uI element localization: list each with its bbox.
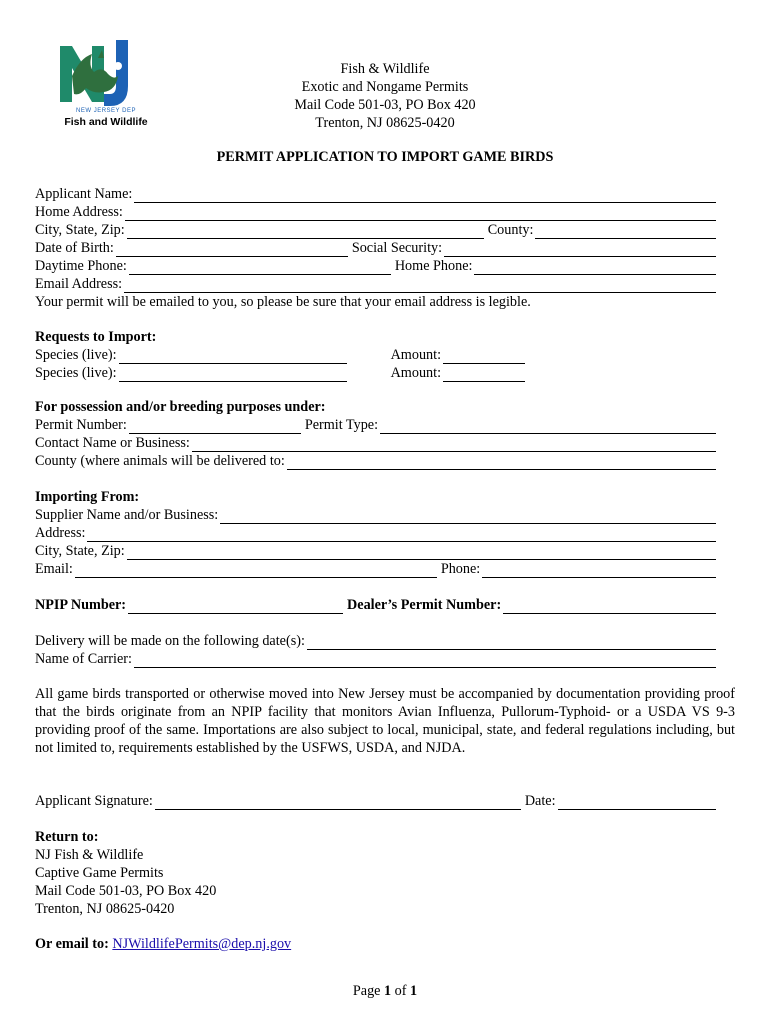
notice-paragraph: All game birds transported or otherwise moved into New Jersey must be accompanied by documentation providing proof that the birds originate from an NPIP facility that monitors Avian Influenza, Pullorum-Typhoid- or a USDA VS 9-3 providing proof of the same. Importations are also subject to local, municipal, state, and federal regulations including, but not limited to, requirements established by the USFWS, USDA, and NJDA.: [35, 686, 735, 756]
return-line-3: Mail Code 501-03, PO Box 420: [35, 883, 217, 899]
amount-label-1: Amount:: [390, 347, 442, 363]
carrier-field[interactable]: [134, 654, 716, 668]
form-title: PERMIT APPLICATION TO IMPORT GAME BIRDS: [216, 149, 554, 165]
delivery-dates-label: Delivery will be made on the following date(s):: [35, 633, 305, 649]
dob-ssn-row: [35, 239, 716, 257]
applicant-name-label: Applicant Name:: [35, 186, 133, 202]
permit-number-field[interactable]: [129, 420, 301, 434]
supplier-phone-label: Phone:: [440, 561, 481, 577]
species-row-2: [35, 364, 716, 382]
delivery-county-row: [35, 452, 716, 470]
supplier-city-row: [35, 542, 716, 560]
header-line-2: Exotic and Nongame Permits: [301, 79, 469, 95]
delivery-county-field[interactable]: [287, 456, 716, 470]
city-county-row: [35, 221, 716, 239]
signature-label: Applicant Signature:: [35, 793, 153, 809]
page-total: 1: [410, 983, 418, 999]
home-phone-field[interactable]: [474, 261, 716, 275]
logo-agency-text: NEW JERSEY DEP: [76, 108, 136, 114]
logo-division-text: Fish and Wildlife: [64, 116, 148, 128]
county-field[interactable]: [535, 225, 716, 239]
email-label: Email Address:: [35, 276, 123, 292]
supplier-email-row: [35, 560, 716, 578]
header-line-1: Fish & Wildlife: [340, 61, 430, 77]
importing-heading-text: Importing From:: [35, 489, 140, 505]
home-address-label: Home Address:: [35, 204, 123, 220]
delivery-dates-field[interactable]: [307, 636, 716, 650]
species-row-1: [35, 346, 716, 364]
supplier-phone-field[interactable]: [482, 564, 716, 578]
return-line-1: NJ Fish & Wildlife: [35, 847, 144, 863]
amount-field-2[interactable]: [443, 368, 525, 382]
email-link[interactable]: NJWildlifePermits@dep.nj.gov: [112, 936, 292, 952]
email-row: [35, 275, 716, 293]
page-footer: [0, 983, 770, 1000]
supplier-city-field[interactable]: [127, 546, 716, 560]
home-address-field[interactable]: [125, 207, 716, 221]
supplier-email-label: Email:: [35, 561, 73, 577]
npip-row: [35, 596, 716, 614]
page-number: 1: [384, 983, 392, 999]
permit-row: [35, 416, 716, 434]
page-of: of: [391, 983, 411, 999]
signature-row: [35, 792, 716, 810]
possession-heading-text: For possession and/or breeding purposes under:: [35, 399, 326, 415]
city-state-zip-field[interactable]: [127, 225, 484, 239]
supplier-address-field[interactable]: [87, 528, 716, 542]
delivery-county-label: County (where animals will be delivered to:: [35, 453, 285, 469]
permit-type-label: Permit Type:: [304, 417, 379, 433]
contact-label: Contact Name or Business:: [35, 435, 190, 451]
dob-field[interactable]: [116, 243, 348, 257]
dealer-permit-label: Dealer’s Permit Number:: [347, 597, 502, 613]
carrier-row: [35, 650, 716, 668]
return-line-2: Captive Game Permits: [35, 865, 164, 881]
requests-heading-text: Requests to Import:: [35, 329, 157, 345]
ssn-label: Social Security:: [351, 240, 443, 256]
signature-field[interactable]: [155, 796, 521, 810]
return-heading: Return to:: [35, 829, 99, 845]
header-line-3: Mail Code 501-03, PO Box 420: [294, 97, 476, 113]
page-prefix: Page: [352, 983, 385, 999]
ssn-field[interactable]: [444, 243, 716, 257]
email-to-label: Or email to:: [35, 936, 109, 952]
email-note: [35, 293, 716, 311]
date-field[interactable]: [558, 796, 716, 810]
amount-field-1[interactable]: [443, 350, 525, 364]
header-line-4: Trenton, NJ 08625-0420: [315, 115, 455, 131]
amount-label-2: Amount:: [390, 365, 442, 381]
supplier-address-label: Address:: [35, 525, 86, 541]
home-address-row: [35, 203, 716, 221]
dob-label: Date of Birth:: [35, 240, 114, 256]
county-label: County:: [487, 222, 534, 238]
supplier-city-label: City, State, Zip:: [35, 543, 125, 559]
supplier-row: [35, 506, 716, 524]
dealer-permit-field[interactable]: [503, 600, 716, 614]
date-label: Date:: [524, 793, 556, 809]
email-field[interactable]: [124, 279, 716, 293]
email-note-text: Your permit will be emailed to you, so please be sure that your email address is legible.: [35, 294, 531, 310]
possession-heading: [35, 398, 716, 416]
applicant-name-row: [35, 185, 716, 203]
permit-type-field[interactable]: [380, 420, 716, 434]
daytime-phone-field[interactable]: [129, 261, 391, 275]
supplier-label: Supplier Name and/or Business:: [35, 507, 219, 523]
supplier-email-field[interactable]: [75, 564, 437, 578]
delivery-dates-row: [35, 632, 716, 650]
return-line-4: Trenton, NJ 08625-0420: [35, 901, 175, 917]
supplier-field[interactable]: [220, 510, 716, 524]
city-state-zip-label: City, State, Zip:: [35, 222, 125, 238]
email-to-row: [35, 935, 291, 953]
species-field-1[interactable]: [119, 350, 347, 364]
supplier-address-row: [35, 524, 716, 542]
home-phone-label: Home Phone:: [394, 258, 473, 274]
species-field-2[interactable]: [119, 368, 347, 382]
npip-field[interactable]: [128, 600, 343, 614]
daytime-phone-label: Daytime Phone:: [35, 258, 127, 274]
species-label-2: Species (live):: [35, 365, 117, 381]
species-label-1: Species (live):: [35, 347, 117, 363]
contact-field[interactable]: [192, 438, 716, 452]
carrier-label: Name of Carrier:: [35, 651, 132, 667]
npip-label: NPIP Number:: [35, 597, 127, 613]
importing-heading: [35, 488, 716, 506]
contact-row: [35, 434, 716, 452]
applicant-name-field[interactable]: [134, 189, 716, 203]
requests-heading: [35, 328, 716, 346]
phones-row: [35, 257, 716, 275]
permit-number-label: Permit Number:: [35, 417, 127, 433]
